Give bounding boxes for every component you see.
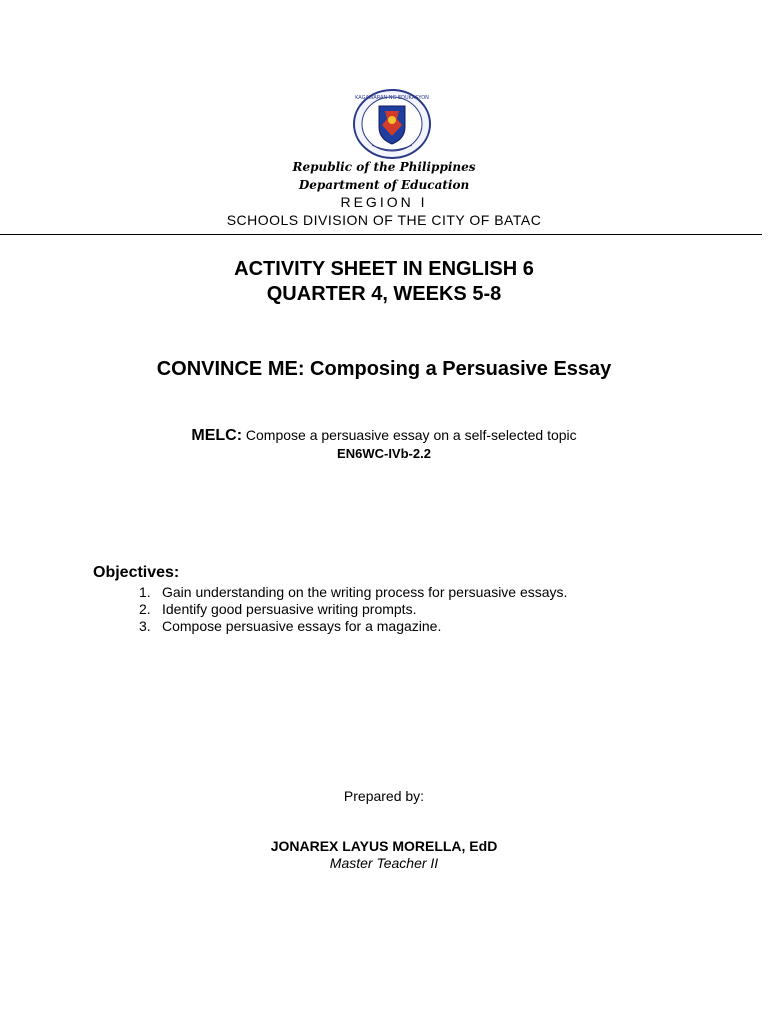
list-item [139,618,567,635]
objective-text: Gain understanding on the writing process for persuasive essays. [162,584,568,600]
region-line: REGION I [340,194,428,210]
prepared-by-label: Prepared by: [343,788,425,804]
list-item [139,584,567,601]
title-line-2: QUARTER 4, WEEKS 5-8 [266,283,502,305]
objectives-list [139,584,567,635]
objective-text: Compose persuasive essays for a magazine. [162,618,442,634]
author-name: JONAREX LAYUS MORELLA, EdD [270,838,498,854]
republic-line: Republic of the Philippines [292,160,476,174]
division-line: SCHOOLS DIVISION OF THE CITY OF BATAC [226,212,542,228]
deped-seal-icon [352,89,432,159]
objectives-heading: Objectives: [93,564,180,581]
objective-text: Identify good persuasive writing prompts. [162,601,417,617]
objective-number: 2. [139,601,151,617]
seal-lettering: KAGAWARAN NG EDUKASYON [355,95,429,101]
objective-number: 3. [139,618,151,634]
author-role: Master Teacher II [329,855,439,871]
melc-code: EN6WC-IVb-2.2 [337,446,431,461]
department-line: Department of Education [298,178,470,192]
header-divider [0,234,762,235]
melc-line [0,427,768,445]
page-subtitle: CONVINCE ME: Composing a Persuasive Essay [156,358,612,380]
title-line-1: ACTIVITY SHEET IN ENGLISH 6 [234,258,534,280]
objective-number: 1. [139,584,151,600]
melc-label: MELC: [191,427,243,444]
melc-text: Compose a persuasive essay on a self-selected topic [245,427,577,443]
list-item [139,601,567,618]
